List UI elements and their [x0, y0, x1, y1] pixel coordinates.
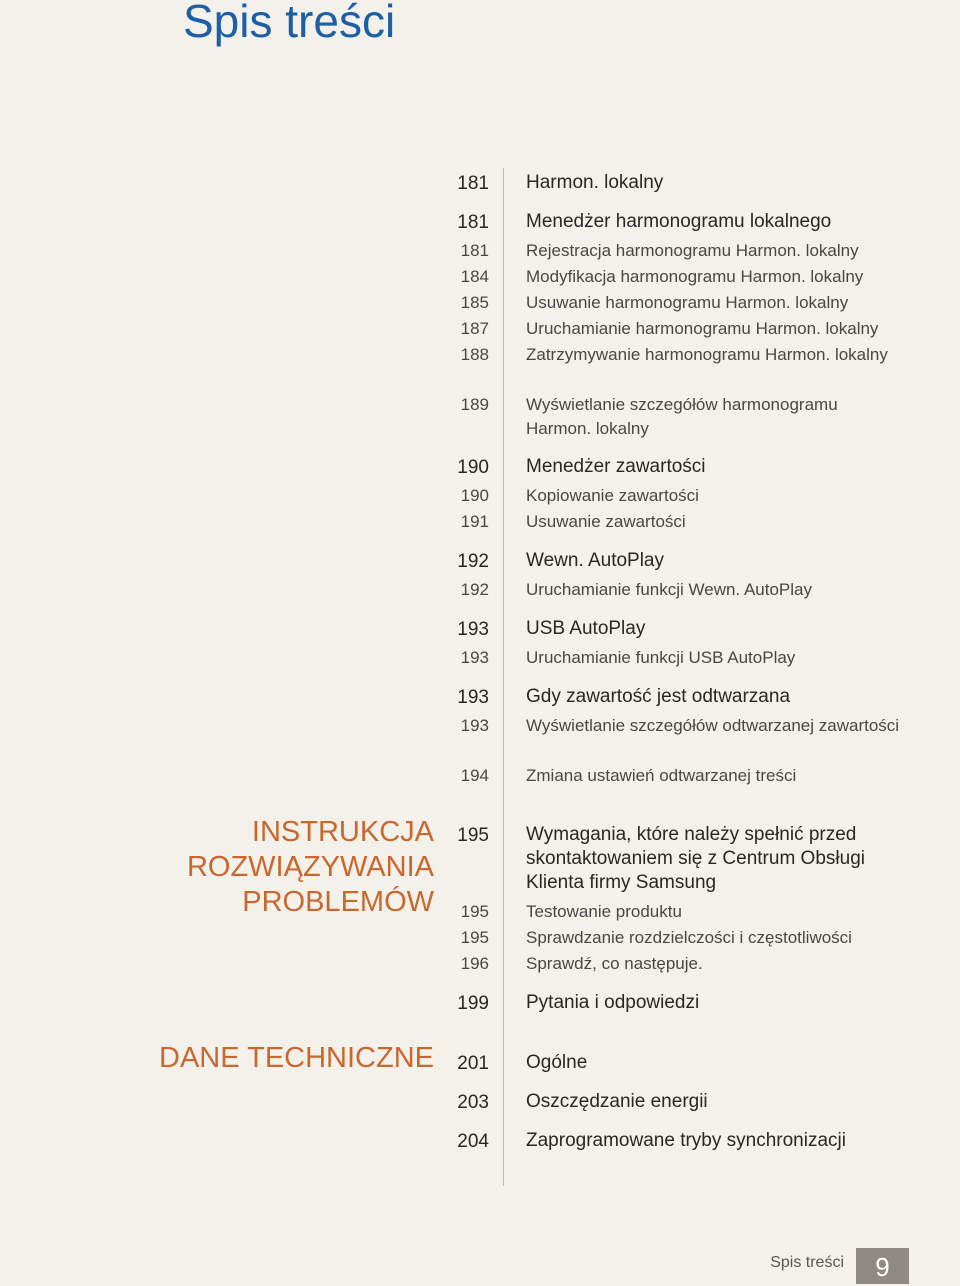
- toc-page-number: 203: [457, 1092, 489, 1113]
- toc-entry-title: Usuwanie zawartości: [526, 512, 686, 531]
- toc-page-number: 199: [457, 993, 489, 1014]
- toc-entry-title: Ogólne: [526, 1052, 588, 1073]
- toc-page-number: 196: [460, 954, 489, 973]
- toc-entry-title: Menedżer harmonogramu lokalnego: [526, 211, 832, 232]
- toc-entry-title: Oszczędzanie energii: [526, 1091, 708, 1112]
- footer-page-number: 9: [856, 1248, 909, 1284]
- toc-entry-title: Modyfikacja harmonogramu Harmon. lokalny: [526, 267, 864, 286]
- toc-page-number: 181: [460, 241, 489, 260]
- toc-page-number: 201: [457, 1053, 489, 1074]
- toc-entry-title: Wewn. AutoPlay: [526, 550, 665, 571]
- toc-entry-title: Pytania i odpowiedzi: [526, 992, 700, 1013]
- toc-page-number: 191: [460, 512, 489, 531]
- toc-page-number: 194: [460, 766, 489, 785]
- toc-entry-title: Testowanie produktu: [526, 902, 682, 921]
- toc-entry-title: Usuwanie harmonogramu Harmon. lokalny: [526, 293, 849, 312]
- toc-entry-title: Kopiowanie zawartości: [526, 486, 699, 505]
- toc-page-number: 195: [457, 825, 489, 846]
- toc-page-number: 190: [457, 457, 489, 478]
- toc-entry-title: Wyświetlanie szczegółów harmonogramu Harmon. lokalny: [526, 395, 838, 438]
- toc-page-number: 193: [457, 687, 489, 708]
- footer-section-label: Spis treści: [770, 1254, 844, 1271]
- toc-page-number: 204: [457, 1131, 489, 1152]
- toc-entry-title: Uruchamianie harmonogramu Harmon. lokalny: [526, 319, 879, 338]
- toc-page-number: 187: [460, 319, 489, 338]
- toc-entry-title: Zaprogramowane tryby synchronizacji: [526, 1130, 846, 1151]
- toc-entry-title: Gdy zawartość jest odtwarzana: [526, 686, 791, 707]
- toc-page-number: 189: [460, 395, 489, 414]
- toc-entry-title: Zatrzymywanie harmonogramu Harmon. lokalny: [526, 345, 888, 364]
- toc-page-number: 195: [460, 928, 489, 947]
- toc-page-number: 195: [460, 902, 489, 921]
- toc-entry-title: Menedżer zawartości: [526, 456, 706, 477]
- section-heading-label: DANE TECHNICZNE: [159, 1042, 434, 1074]
- toc-page-number: 192: [457, 551, 489, 572]
- toc-page-number: 181: [457, 173, 489, 194]
- toc-page-number: 190: [460, 486, 489, 505]
- toc-entry-title: Sprawdzanie rozdzielczości i częstotliwości: [526, 928, 852, 947]
- toc-entry-title: Uruchamianie funkcji Wewn. AutoPlay: [526, 580, 812, 599]
- section-heading-label: INSTRUKCJA ROZWIĄZYWANIA PROBLEMÓW: [186, 816, 434, 918]
- toc-entry-title: USB AutoPlay: [526, 618, 646, 639]
- toc-entry-title: Wyświetlanie szczegółów odtwarzanej zawartości: [526, 716, 900, 735]
- toc-page-number: 184: [460, 267, 489, 286]
- section-heading-technical-data: [159, 1041, 434, 1076]
- toc-entry-title: Rejestracja harmonogramu Harmon. lokalny: [526, 241, 859, 260]
- toc-entry-title: Zmiana ustawień odtwarzanej treści: [526, 766, 797, 785]
- toc-entry-title: Harmon. lokalny: [526, 172, 664, 193]
- toc-page-number: 185: [460, 293, 489, 312]
- section-heading-troubleshooting: [187, 815, 434, 920]
- toc-entry-title: Sprawdź, co następuje.: [526, 954, 703, 973]
- toc-page-number: 193: [457, 619, 489, 640]
- toc-entry-title: Uruchamianie funkcji USB AutoPlay: [526, 648, 796, 667]
- toc-page-number: 193: [460, 648, 489, 667]
- toc-divider: [503, 168, 504, 1186]
- toc-page-number: 181: [457, 212, 489, 233]
- toc-page-number: 192: [460, 580, 489, 599]
- toc-page-number: 193: [460, 716, 489, 735]
- toc-entry-title: Wymagania, które należy spełnić przed skontaktowaniem się z Centrum Obsługi Klienta firmy Samsung: [526, 824, 865, 893]
- page-title: Spis treści: [183, 0, 396, 47]
- toc-page-number: 188: [460, 345, 489, 364]
